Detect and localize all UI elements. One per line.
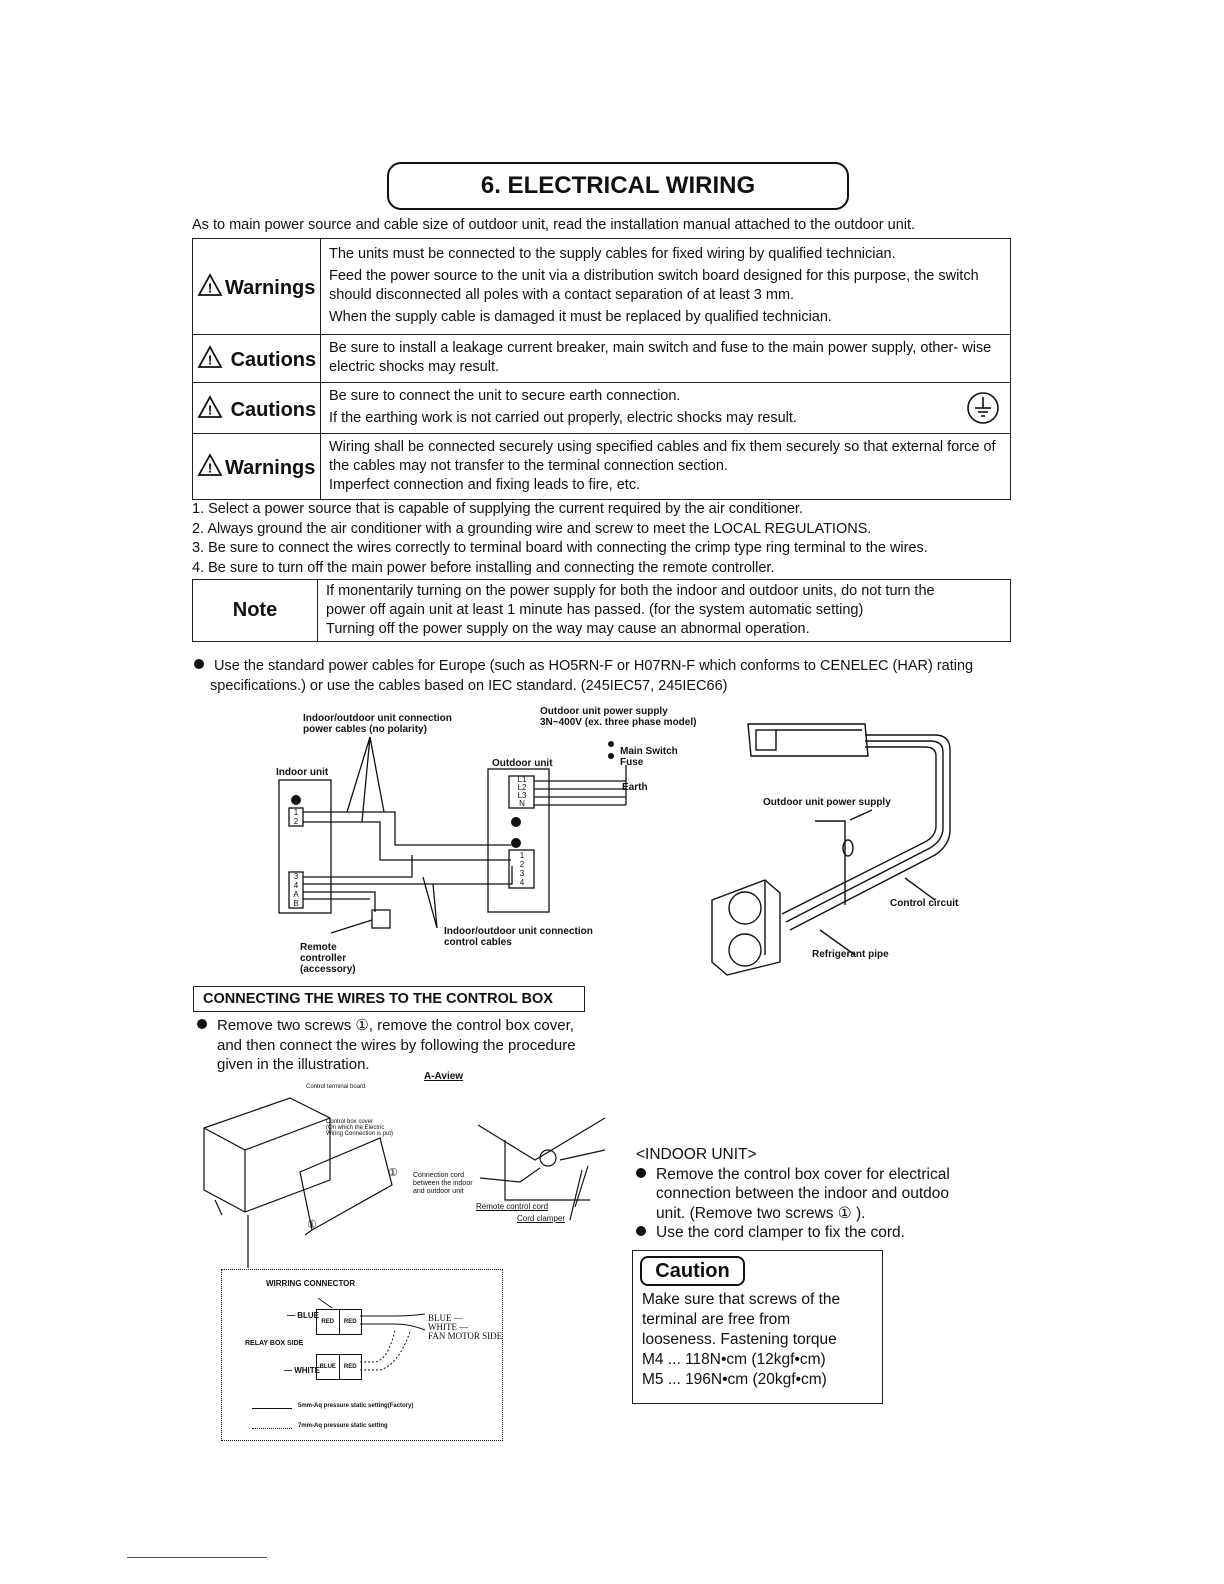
indoor-control-terminals — [290, 872, 302, 908]
caution-label — [193, 335, 321, 383]
table-row — [193, 383, 1011, 434]
para: Wiring shall be connected securely using specified cables and fix them securely so that external force of the cables may not transfer to the terminal connection section. — [329, 439, 996, 474]
terminal-label: 2 — [293, 817, 299, 826]
warning-text — [321, 239, 1011, 335]
bullet-text: unit. (Remove two screws ① ). — [656, 1204, 866, 1222]
caution-tag: Caution — [640, 1256, 745, 1286]
para: Be sure to install a leakage current breaker, main switch and fuse to the main power supply, other- wise electric shocks may result. — [329, 340, 992, 375]
control-box-illustration — [200, 1082, 610, 1272]
legend-7mm: 7mm-Aq pressure static setting — [298, 1423, 388, 1429]
white-wire-label: — WHITE — [284, 1366, 320, 1375]
table-row — [193, 434, 1011, 500]
bullet-text: connection between the indoor and outdoo — [656, 1185, 950, 1202]
caution-text — [642, 1290, 840, 1390]
control-circuit-label: Control circuit — [890, 898, 959, 909]
label-line: Control box cover — [326, 1119, 374, 1125]
terminal-label: B — [293, 899, 299, 908]
power-cables-label — [303, 713, 452, 735]
label-text: Warnings — [225, 277, 316, 299]
intro-text: As to main power source and cable size of outdoor unit, read the installation manual attached to the outdoor unit. — [192, 217, 916, 233]
list-item: 3. Be sure to connect the wires correctly to terminal board with connecting the crimp type ring terminal to the wires. — [192, 540, 928, 556]
label-line: (accessory) — [300, 964, 356, 975]
terminal-label: L3 — [517, 791, 527, 800]
connector-wires — [300, 1290, 435, 1390]
cover-label — [326, 1119, 393, 1137]
terminal-label: A — [293, 890, 299, 899]
indoor-unit-section — [636, 1145, 950, 1243]
warnings-table — [192, 238, 1011, 500]
note-text — [318, 580, 1011, 642]
remote-label — [300, 942, 356, 975]
terminal-label: 4 — [293, 881, 299, 890]
terminal-label: L2 — [517, 783, 527, 792]
warning-triangle-icon — [197, 345, 223, 369]
outdoor-power-terminals — [510, 776, 534, 808]
para: Be sure to connect the unit to secure earth connection. — [329, 388, 681, 404]
bullet-icon — [194, 659, 204, 669]
bullet-text: specifications.) or use the cables based on IEC standard. (245IEC57, 245IEC66) — [210, 677, 728, 694]
screw-marker: ① — [388, 1167, 398, 1179]
control-cables-label — [444, 926, 593, 948]
label-line: control cables — [444, 937, 512, 948]
refrigerant-pipe-label: Refrigerant pipe — [812, 949, 889, 960]
label-text: Cautions — [230, 398, 317, 421]
warning-label — [193, 434, 321, 500]
bullet-text: Remove the control box cover for electrical — [656, 1165, 950, 1183]
table-row — [193, 239, 1011, 335]
terminal-label: 1 — [293, 808, 299, 817]
list-item: 4. Be sure to turn off the main power before installing and connecting the remote controller. — [192, 559, 775, 576]
note-line: Turning off the power supply on the way may cause an abnormal operation. — [326, 621, 810, 637]
fuse-label: Fuse — [620, 757, 644, 768]
caution-line: terminal are free from — [642, 1311, 791, 1328]
fan-side-labels — [428, 1314, 502, 1341]
control-box-bullet — [197, 1016, 576, 1075]
label-line: controller — [300, 953, 347, 964]
indoor-heading: <INDOOR UNIT> — [636, 1146, 757, 1163]
bullet-text: Use the cord clamper to fix the cord. — [656, 1224, 905, 1241]
label-line: 3N~400V (ex. three phase model) — [540, 717, 697, 728]
supply-label — [540, 706, 696, 728]
label-line: Remote — [300, 942, 337, 953]
note-line: power off again unit at least 1 minute has passed. (for the system automatic setting) — [326, 602, 864, 618]
caution-line: looseness. Fastening torque — [642, 1331, 837, 1348]
legend-solid-line — [252, 1408, 292, 1409]
bullet-text: and then connect the wires by following the procedure — [217, 1036, 576, 1054]
svg-text:!: ! — [207, 280, 213, 296]
connector-title: WIRRING CONNECTOR — [266, 1279, 356, 1288]
terminal-label: 2 — [519, 860, 525, 869]
main-switch-label: Main Switch — [620, 746, 678, 757]
bullet-text: Use the standard power cables for Europe (such as HO5RN-F or H07RN-F which conforms to CENELEC (HAR) rating — [214, 658, 974, 674]
label-text: Cautions — [230, 349, 317, 371]
indoor-power-terminals — [290, 808, 302, 826]
caution-text — [321, 383, 1011, 434]
footer-rule — [127, 1557, 267, 1558]
label-line: between the indoor — [413, 1180, 473, 1187]
warning-triangle-icon — [197, 453, 223, 477]
steps-list — [192, 500, 928, 578]
note-label: Note — [193, 580, 318, 642]
caution-line: M5 ... 196N•cm (20kgf•cm) — [642, 1371, 827, 1388]
terminal-label: N — [519, 799, 525, 808]
label-line: BLUE — — [428, 1313, 463, 1323]
warning-triangle-icon — [197, 273, 223, 297]
warning-triangle-icon — [197, 395, 223, 419]
connector-pin: RED — [343, 1319, 357, 1325]
terminal-label: 3 — [519, 869, 525, 878]
svg-text:!: ! — [207, 402, 213, 417]
para: Feed the power source to the unit via a distribution switch board designed for this purpose, the switch should disconnected all poles with a contact separation of at least 3 mm. — [329, 268, 979, 303]
outdoor-power-supply-label: Outdoor unit power supply — [763, 797, 891, 808]
warning-label — [193, 239, 321, 335]
label-line: Outdoor unit power supply — [540, 706, 668, 717]
blue-wire-label: — BLUE — [287, 1311, 319, 1320]
caution-line: M4 ... 118N•cm (12kgf•cm) — [642, 1351, 826, 1368]
screw-marker: ① — [307, 1219, 317, 1231]
cable-bullet — [194, 657, 973, 696]
bullet-icon — [197, 1019, 207, 1029]
label-line: power cables (no polarity) — [303, 724, 427, 735]
terminal-label: L1 — [517, 775, 527, 784]
aview-label: A-Aview — [424, 1071, 464, 1082]
list-item: 1. Select a power source that is capable of supplying the current required by the air conditioner. — [192, 501, 803, 517]
svg-text:!: ! — [207, 460, 213, 476]
earth-ground-icon — [966, 391, 1000, 425]
earth-label: Earth — [622, 782, 648, 793]
list-item: 2. Always ground the air conditioner with a grounding wire and screw to meet the LOCAL REGULATIONS. — [192, 520, 872, 537]
table-row — [193, 335, 1011, 383]
legend-factory: 5mm-Aq pressure static setting(Factory) — [298, 1403, 414, 1409]
para: When the supply cable is damaged it must be replaced by qualified technician. — [329, 309, 832, 325]
label-line: and outdoor unit — [413, 1188, 464, 1195]
para: Imperfect connection and fixing leads to fire, etc. — [329, 477, 641, 493]
bullet-text: Remove two screws ①, remove the control box cover, — [217, 1017, 574, 1034]
warning-text — [321, 434, 1011, 500]
note-table — [192, 579, 1011, 642]
connection-cord-label — [413, 1172, 473, 1196]
installation-illustration — [705, 718, 965, 980]
caution-label — [193, 383, 321, 434]
control-box-heading: CONNECTING THE WIRES TO THE CONTROL BOX — [193, 986, 585, 1012]
label-line: Wiring Connection is put) — [326, 1131, 394, 1137]
legend-dotted-line — [252, 1428, 292, 1429]
note-line: If monentarily turning on the power supply for both the indoor and outdoor units, do not turn the — [326, 583, 935, 599]
section-title: 6. ELECTRICAL WIRING — [387, 162, 849, 210]
label-line: (On which the Electric — [326, 1125, 385, 1131]
connector-pin: RED — [317, 1310, 340, 1334]
connector-pin: BLUE — [317, 1355, 340, 1379]
bullet-icon — [636, 1168, 646, 1178]
caution-text — [321, 335, 1011, 383]
outdoor-unit-label: Outdoor unit — [492, 758, 553, 769]
label-line: FAN MOTOR SIDE — [428, 1331, 503, 1341]
cord-clamper-label: Cord clamper — [517, 1214, 566, 1223]
label-line: Indoor/outdoor unit connection — [303, 713, 452, 724]
para: The units must be connected to the supply cables for fixed wiring by qualified technician. — [329, 246, 896, 262]
outdoor-control-terminals — [510, 851, 534, 887]
connector-pin: RED — [343, 1364, 357, 1370]
label-line: Connection cord — [413, 1172, 464, 1179]
remote-cord-label: Remote control cord — [476, 1202, 549, 1211]
relay-box-label: RELAY BOX SIDE — [245, 1340, 304, 1347]
label-line: Indoor/outdoor unit connection — [444, 926, 593, 937]
svg-text:!: ! — [207, 352, 213, 368]
bullet-icon — [636, 1226, 646, 1236]
terminal-board-label: Control terminal board — [306, 1084, 366, 1090]
para: If the earthing work is not carried out properly, electric shocks may result. — [329, 410, 797, 426]
indoor-unit-label: Indoor unit — [276, 767, 329, 778]
bullet-text: given in the illustration. — [217, 1056, 370, 1073]
terminal-label: 4 — [519, 878, 525, 887]
label-text: Warnings — [225, 457, 316, 479]
label-line: WHITE — — [428, 1322, 469, 1332]
terminal-label: 3 — [293, 872, 299, 881]
caution-line: Make sure that screws of the — [642, 1291, 841, 1308]
terminal-label: 1 — [519, 851, 525, 860]
